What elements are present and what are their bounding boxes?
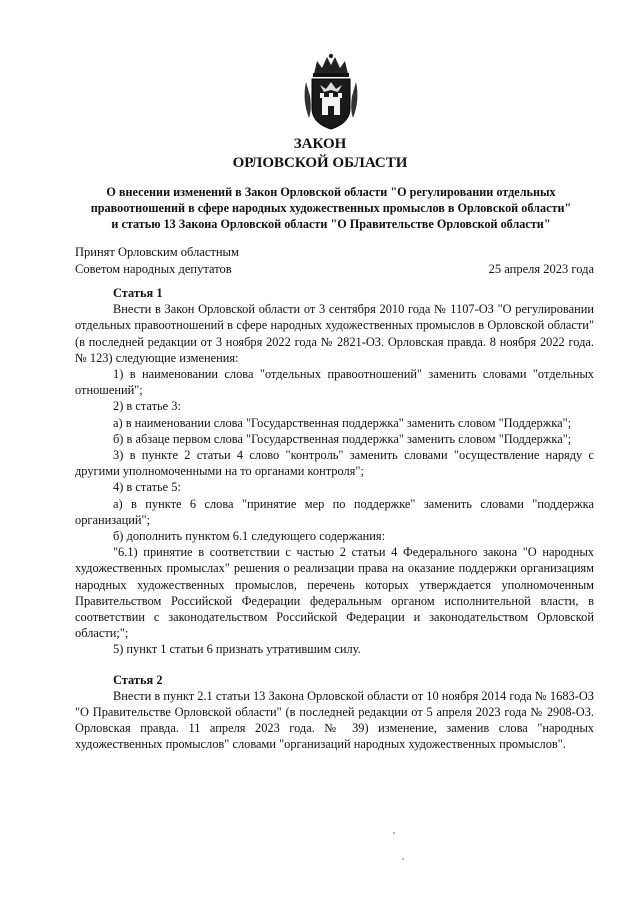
adoption-line-2: Советом народных депутатов (75, 261, 232, 276)
article-1-paragraph: Внести в Закон Орловской области от 3 сентября 2010 года № 1107-ОЗ "О регулировании отдельных правоотношений в сфере народных художественных промыслов в Орловской области" (в последней редакции от 3 ноября 2022 года № 2821-ОЗ. Орловская правда. 8 ноября 2022 года. № 123) следующие изменения: (75, 302, 594, 365)
article-1-paragraph: 3) в пункте 2 статьи 4 слово "контроль" заменить словами "осуществление наряду с другими уполномоченными на то органами контроля"; (75, 448, 594, 479)
law-subject (68, 184, 594, 232)
law-title (0, 135, 640, 173)
article-spacer (75, 658, 594, 672)
article-1-paragraph: б) в абзаце первом слова "Государственная поддержка" заменить словом "Поддержка"; (113, 431, 572, 446)
adoption-date: 25 апреля 2023 года (488, 261, 594, 276)
article-1-paragraph: "6.1) принятие в соответствии с частью 2 статьи 4 Федерального закона "О народных художественных промыслах" решения о реализации права на оказание поддержки организациям народных художественных промыслов, перечень которых утверждается уполномоченным Правительством Российской Федерации федеральным органом исполнительной власти, в соответствии с законодательством Российской Федерации и законодательством Орловской области;"; (75, 545, 594, 641)
law-subject-line-1: О внесении изменений в Закон Орловской области "О регулировании отдельных (106, 185, 556, 199)
oryol-coat-of-arms-icon (300, 52, 362, 130)
article-1-paragraph: б) дополнить пунктом 6.1 следующего содержания: (113, 529, 386, 544)
scan-speck (393, 832, 395, 834)
adoption-line-1: Принят Орловским областным (75, 245, 239, 259)
law-subject-line-3: и статью 13 Закона Орловской области "О Правительстве Орловской области" (111, 217, 551, 231)
article-1-paragraph: 1) в наименовании слова "отдельных правоотношений" заменить словами "отдельных отношений"; (75, 367, 594, 398)
scan-speck (402, 858, 404, 860)
article-1-paragraph: а) в наименовании слова "Государственная поддержка" заменить словом "Поддержка"; (113, 415, 572, 430)
article-2-paragraph: Внести в пункт 2.1 статьи 13 Закона Орловской области от 10 ноября 2014 года № 1683-ОЗ "О Правительстве Орловской области" (в последней редакции от 5 апреля 2023 года № 2908-ОЗ. Орловская правда. 11 апреля 2023 года. № 39) изменение, заменив слова "народных художественных промыслов" словами "организаций народных художественных промыслов". (75, 688, 594, 752)
article-1-paragraph: 4) в статье 5: (113, 480, 181, 495)
law-subject-line-2: правоотношений в сфере народных художественных промыслов в Орловской области" (90, 201, 572, 215)
law-title-line-1: ЗАКОН (293, 136, 347, 152)
law-title-line-2: ОРЛОВСКОЙ ОБЛАСТИ (232, 155, 408, 171)
article-1-paragraph: а) в пункте 6 слова "принятие мер по поддержке" заменить словами "поддержка организаций"; (75, 496, 594, 527)
article-1-paragraph: 5) пункт 1 статьи 6 признать утратившим силу. (113, 642, 361, 657)
article-1-heading: Статья 1 (113, 286, 163, 300)
article-2-heading: Статья 2 (113, 672, 163, 687)
adoption-statement (75, 244, 239, 277)
law-body (75, 285, 594, 753)
article-1-paragraph: 2) в статье 3: (113, 399, 181, 414)
